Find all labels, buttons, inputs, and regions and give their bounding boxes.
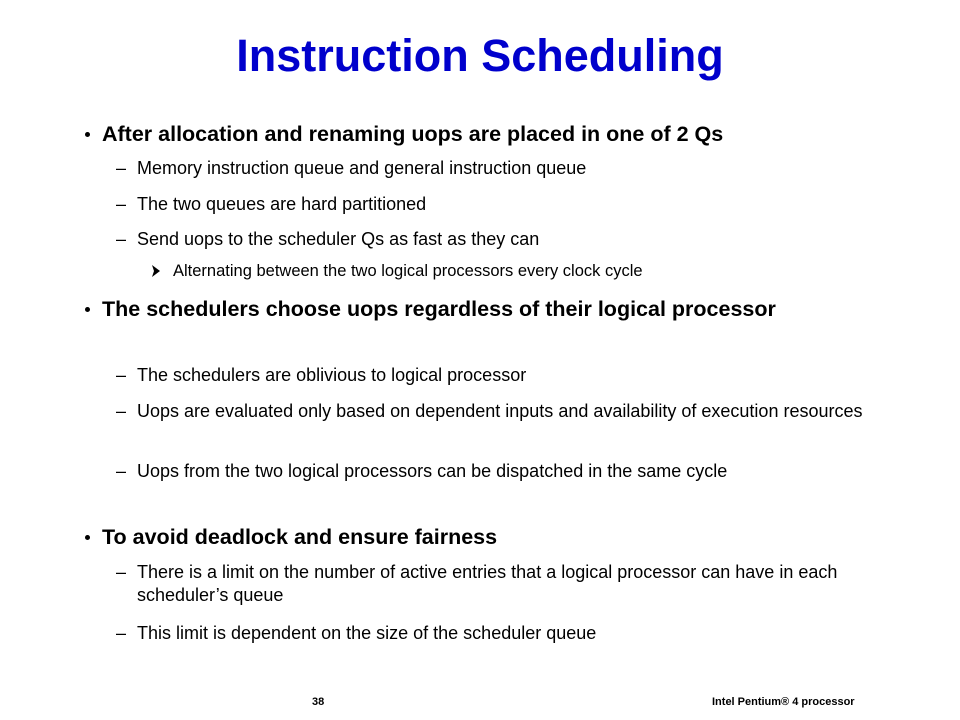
dash-icon: – — [116, 623, 127, 643]
sub-bullet-2-3 — [116, 460, 877, 483]
arrowhead-icon — [151, 264, 161, 278]
sub-bullet-3-2-text: This limit is dependent on the size of the scheduler queue — [137, 623, 597, 643]
sub-bullet-3-1 — [116, 561, 877, 607]
sub-bullet-1-3 — [116, 228, 877, 251]
sub-sub-bullet-1-3-1 — [173, 260, 873, 282]
sub-bullet-1-1-text: Memory instruction queue and general instruction queue — [137, 158, 587, 178]
slide-title: Instruction Scheduling — [236, 30, 724, 81]
bullet-3 — [102, 524, 882, 550]
sub-bullet-3-1-text: There is a limit on the number of active entries that a logical processor can have in each scheduler’s queue — [137, 562, 838, 605]
sub-bullet-2-1 — [116, 364, 877, 387]
footer-text: Intel Pentium® 4 processor — [712, 696, 855, 708]
bullet-2-text: The schedulers choose uops regardless of their logical processor — [102, 297, 776, 321]
bullet-3-text: To avoid deadlock and ensure fairness — [102, 525, 498, 549]
dash-icon: – — [116, 562, 127, 582]
sub-bullet-1-3-text: Send uops to the scheduler Qs as fast as they can — [137, 229, 540, 249]
sub-bullet-1-1 — [116, 157, 877, 180]
dash-icon: – — [116, 461, 127, 481]
dash-icon: – — [116, 229, 127, 249]
bullet-1-text: After allocation and renaming uops are placed in one of 2 Qs — [102, 122, 724, 146]
bullet-2 — [102, 296, 882, 322]
bullet-1 — [102, 121, 882, 147]
sub-bullet-1-2-text: The two queues are hard partitioned — [137, 194, 427, 214]
sub-bullet-3-2 — [116, 622, 877, 645]
page-number: 38 — [312, 696, 325, 708]
dash-icon: – — [116, 401, 127, 421]
sub-bullet-2-2 — [116, 400, 877, 423]
round-bullet-icon — [78, 125, 96, 143]
dash-icon: – — [116, 158, 127, 178]
sub-bullet-2-1-text: The schedulers are oblivious to logical processor — [137, 365, 527, 385]
round-bullet-icon — [78, 300, 96, 318]
sub-bullet-1-2 — [116, 193, 877, 216]
round-bullet-icon — [78, 528, 96, 546]
dash-icon: – — [116, 365, 127, 385]
sub-bullet-2-2-text: Uops are evaluated only based on dependent inputs and availability of execution resources — [137, 401, 863, 421]
sub-sub-bullet-1-3-1-text: Alternating between the two logical processors every clock cycle — [173, 262, 643, 280]
sub-bullet-2-3-text: Uops from the two logical processors can be dispatched in the same cycle — [137, 461, 728, 481]
dash-icon: – — [116, 194, 127, 214]
